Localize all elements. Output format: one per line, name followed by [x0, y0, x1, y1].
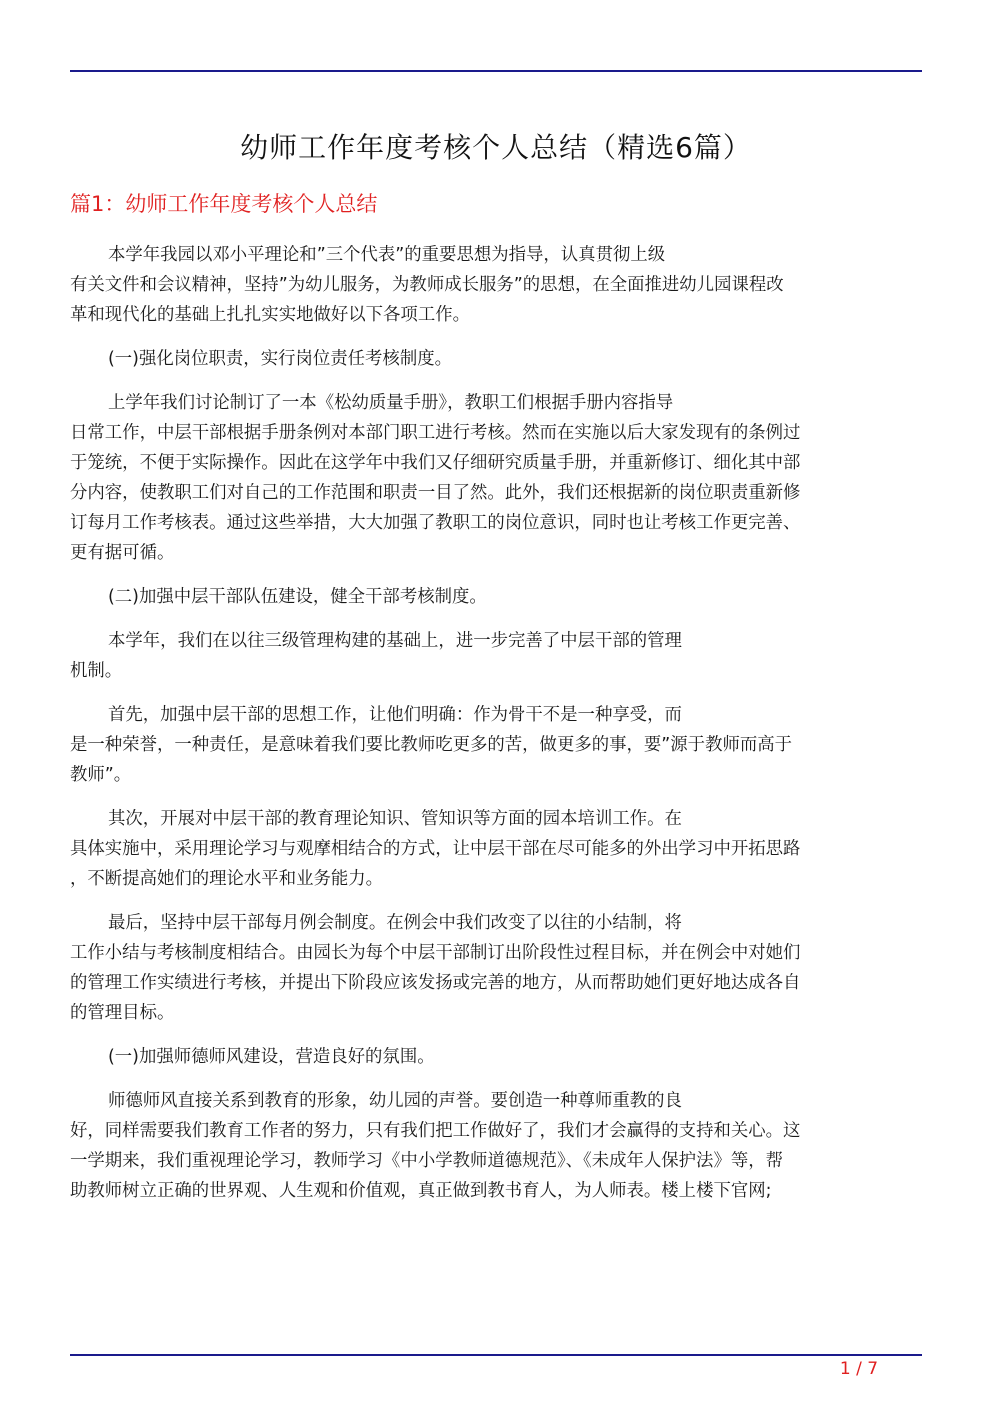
- paragraph: [70, 344, 922, 374]
- body-text: [70, 240, 922, 1220]
- paragraph-line: 更有据可循。: [70, 543, 175, 563]
- paragraph: [70, 908, 922, 1028]
- paragraph-line: 最后，坚持中层干部每月例会制度。在例会中我们改变了以往的小结制，将: [108, 913, 682, 933]
- paragraph-line: (一)加强师德师风建设，营造良好的氛围。: [108, 1047, 435, 1067]
- paragraph-line: 助教师树立正确的世界观、人生观和价值观，真正做到教书育人，为人师表。楼上楼下官网;: [70, 1181, 772, 1201]
- paragraph-line: 好，同样需要我们教育工作者的努力，只有我们把工作做好了，我们才会赢得的支持和关心。这: [70, 1121, 801, 1141]
- paragraph-line: 首先，加强中层干部的思想工作，让他们明确：作为骨干不是一种享受，而: [108, 705, 682, 725]
- paragraph-line: 工作小结与考核制度相结合。由园长为每个中层干部制订出阶段性过程目标，并在例会中对她们: [70, 943, 801, 963]
- bottom-rule: [70, 1354, 922, 1356]
- paragraph-line: (一)强化岗位职责，实行岗位责任考核制度。: [108, 349, 452, 369]
- paragraph: [70, 626, 922, 686]
- top-rule: [70, 70, 922, 72]
- paragraph-line: 上学年我们讨论制订了一本《松幼质量手册》，教职工们根据手册内容指导: [108, 393, 674, 413]
- paragraph: [70, 804, 922, 894]
- paragraph-line: 教师”。: [70, 765, 132, 785]
- paragraph-line: 的管理目标。: [70, 1003, 175, 1023]
- paragraph: [70, 700, 922, 790]
- paragraph: [70, 1042, 922, 1072]
- paragraph-line: 本学年我园以邓小平理论和”三个代表”的重要思想为指导，认真贯彻上级: [108, 245, 666, 265]
- paragraph-line: 其次，开展对中层干部的教育理论知识、管知识等方面的园本培训工作。在: [108, 809, 682, 829]
- paragraph-line: 师德师风直接关系到教育的形象，幼儿园的声誉。要创造一种尊师重教的良: [108, 1091, 682, 1111]
- section-heading: 篇1：幼师工作年度考核个人总结: [70, 192, 378, 216]
- paragraph-line: 具体实施中，采用理论学习与观摩相结合的方式，让中层干部在尽可能多的外出学习中开拓思路: [70, 839, 801, 859]
- paragraph: [70, 240, 922, 330]
- page-number: 1 / 7: [839, 1359, 879, 1379]
- paragraph-line: 日常工作，中层干部根据手册条例对本部门职工进行考核。然而在实施以后大家发现有的条例过: [70, 423, 801, 443]
- paragraph-line: 革和现代化的基础上扎扎实实地做好以下各项工作。: [70, 305, 470, 325]
- paragraph-line: 分内容，使教职工们对自己的工作范围和职责一目了然。此外，我们还根据新的岗位职责重新修: [70, 483, 801, 503]
- paragraph: [70, 388, 922, 568]
- paragraph-line: 于笼统，不便于实际操作。因此在这学年中我们又仔细研究质量手册，并重新修订、细化其中部: [70, 453, 801, 473]
- paragraph-line: 本学年，我们在以往三级管理构建的基础上，进一步完善了中层干部的管理: [108, 631, 682, 651]
- paragraph-line: 是一种荣誉，一种责任，是意味着我们要比教师吃更多的苦，做更多的事，要”源于教师而高于: [70, 735, 793, 755]
- document-title: 幼师工作年度考核个人总结（精选6篇）: [240, 131, 752, 164]
- paragraph-line: 有关文件和会议精神，坚持”为幼儿服务，为教师成长服务”的思想，在全面推进幼儿园课程改: [70, 275, 784, 295]
- paragraph-line: ，不断提高她们的理论水平和业务能力。: [70, 869, 384, 889]
- paragraph-line: 订每月工作考核表。通过这些举措，大大加强了教职工的岗位意识，同时也让考核工作更完善、: [70, 513, 801, 533]
- paragraph: [70, 582, 922, 612]
- paragraph-line: 机制。: [70, 661, 123, 681]
- paragraph: [70, 1086, 922, 1206]
- paragraph-line: (二)加强中层干部队伍建设，健全干部考核制度。: [108, 587, 487, 607]
- paragraph-line: 的管理工作实绩进行考核，并提出下阶段应该发扬或完善的地方，从而帮助她们更好地达成各自: [70, 973, 801, 993]
- paragraph-line: 一学期来，我们重视理论学习，教师学习《中小学教师道德规范》、《未成年人保护法》等，帮: [70, 1151, 784, 1171]
